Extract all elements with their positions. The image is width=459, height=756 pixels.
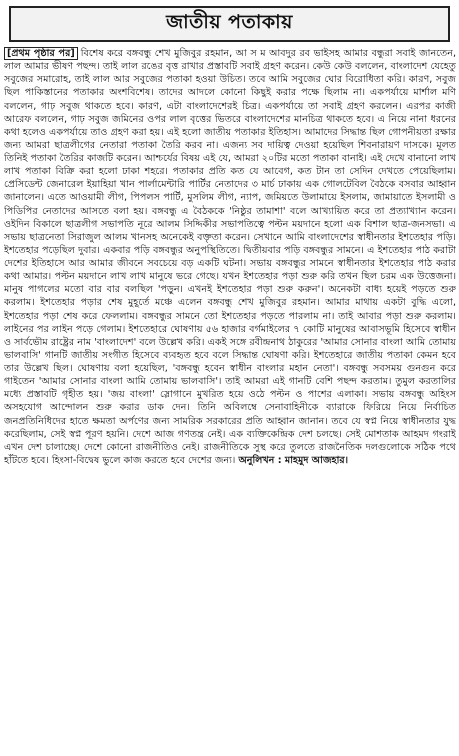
article-text: বিশেষ করে বঙ্গবন্ধু শেখ মুজিবুর রহমান, আ স ম আবদুর রব ভাইসহ আমার বন্ধুরা সবাই জানতেন, লাল আমার ভীষণ পছন্দ। তাই লাল রঙের বৃত্ত রাখার প্রস্তাবটি সবাই গ্রহণ করেন। কেউ কেউ বললেন, বাংলাদেশ যেহেতু সবুজের সমারোহ, তাই লাল আর সবুজের পতাকা হওয়া উচিত। তবে আমি সবুজের ঘোর বিরোধিতা করি। কারণ, সবুজ ছিল পাকিস্তানের পতাকার অংশবিশেষ। তাদের আদলে কোনো কিছুই করার পক্ষে ছিলাম না। একপর্যায়ে মার্শাল মণি বললেন, গাঢ় সবুজ থাকতে হবে। কারণ, এটা বাংলাদেশেরই চিত্র। একপর্যায়ে তা সবাই গ্রহণ করলেন। এরপর কাজী আরেফ বললেন, গাঢ় সবুজ জমিনের ওপর লাল বৃত্তের ভিতরে বাংলাদেশের মানচিত্র থাকতে হবে। এ নিয়ে নানা ধরনের কথা হলেও একপর্যায়ে তাও গ্রহণ করা হয়। এই হলো জাতীয় পতাকার ইতিহাস। আমাদের সিদ্ধান্ত ছিল গোপনীয়তা রক্ষার জন্য আমরা ছাত্রলীগের নেতারা পতাকা তৈরি করব না। এজন্য সব দায়িত্ব দেওয়া হয়েছিল শিবনারায়ণ দাসকে। মূলত তিনিই পতাকা তৈরির কাজটি করেন। আশ্চর্যের বিষয় এই যে, আমরা ২০টির মতো পতাকা বানাই। এই দেখে বানানো লাখ লাখ পতাকা বিক্রি করা হলো ঢাকা শহরে। পতাকার প্রতি কত যে আবেগ, কত টান তা সেদিন দেখতে পেয়েছিলাম। প্রেসিডেন্ট জেনারেল ইয়াহিয়া খান পার্লামেন্টারি পার্টির নেতাদের ৩ মার্চ ঢাকায় এক গোলটেবিল বৈঠকে বসবার আহ্বান জানালেন। এতে আওয়ামী লীগ, পিপলস পার্টি, মুসলিম লীগ, ন্যাপ, জমিয়তে উলামায়ে ইসলাম, জামায়াতে ইসলামী ও পিডিপির নেতাদের আসতে বলা হয়। বঙ্গবন্ধু এ বৈঠককে 'নিষ্ঠুর তামাশা' বলে আখ্যায়িত করে তা প্রত্যাখ্যান করেন। ওইদিন বিকালে ছাত্রলীগ সভাপতি নূরে আলম সিদ্দিকীর সভাপতিত্বে পল্টন ময়দানে হলো এক বিশাল ছাত্র-জনসভা। এ সভায় ছাত্রনেতা সিরাজুল আলম খানসহ অনেকেই বক্তৃতা করেন। সেখানে আমি বাংলাদেশের স্বাধীনতার ইশতেহার পড়ি। ইশতেহার পড়েছিল দুবার। একবার পড়ি বঙ্গবন্ধুর অনুপস্থিতিতে। দ্বিতীয়বার পড়ি বঙ্গবন্ধুর সামনে। এ ইশতেহার পাঠ করাটা দেশের ইতিহাসে আর আমার জীবনে সবচেয়ে বড় একটি ঘটনা। সভায় বঙ্গবন্ধুর সামনে স্বাধীনতার ইশতেহার পাঠ করার কথা আমার। পল্টন ময়দানে লাখ লাখ মানুষে ভরে গেছে। যখন ইশতেহার পড়া শুরু করি তখন ছিল চরম এক উত্তেজনা। মানুষ পাগলের মতো বার বার বলছিল 'পড়ুন। এখনই ইশতেহার পড়া শুরু করুন'। অনেকটা বাধ্য হয়েই পড়তে শুরু করলাম। ইশতেহার পড়ার শেষ মুহূর্তে মঞ্চে এলেন বঙ্গবন্ধু শেখ মুজিবুর রহমান। আমার মাথায় একটা বুদ্ধি এলো, ইশতেহার পড়া শেষ করে ফেললাম। বঙ্গবন্ধুর সামনে তো ইশতেহার পড়তে পারলাম না। তাই আবার পড়া শুরু করলাম। লাইনের পর লাইন পড়ে গেলাম। ইশতেহারে ঘোষণায় ৫৬ হাজার বর্গমাইলের ৭ কোটি মানুষের আবাসভূমি হিসেবে স্বাধীন ও সার্বভৌম রাষ্ট্রের নাম 'বাংলাদেশ' বলে উল্লেখ করি। একই সঙ্গে রবীন্দ্রনাথ ঠাকুরের 'আমার সোনার বাংলা আমি তোমায় ভালবাসি' গানটি জাতীয় সংগীত হিসেবে ব্যবহৃত হবে বলে সিদ্ধান্ত ঘোষণা করি। ইশতেহারে জাতীয় পতাকা কেমন হবে তার উল্লেখ ছিল। ঘোষণায় বলা হয়েছিল, 'বঙ্গবন্ধু হবেন স্বাধীন বাংলার মহান নেতা'। বঙ্গবন্ধু সবসময় গুনগুন করে গাইতেন 'আমার সোনার বাংলা আমি তোমায় ভালবাসি'। তাই আমরা এই গানটি বেশি পছন্দ করতাম। তুমুল করতালির মধ্যে প্রস্তাবটি গৃহীত হয়। 'জয় বাংলা' স্লোগানে মুখরিত হয়ে ওঠে পল্টন ও পাশের এলাকা। সভায় বঙ্গবন্ধু অহিংস অসহযোগ আন্দোলন শুরু করার ডাক দেন। তিনি অবিলম্বে সেনাবাহিনীকে ব্যারাকে ফিরিয়ে নিয়ে নির্বাচিত জনপ্রতিনিধিদের হাতে ক্ষমতা অর্পণের জন্য সামরিক সরকারের প্রতি আহ্বান জানান। তবে যে স্বপ্ন নিয়ে স্বাধীনতার যুদ্ধ করেছিলাম, সেই স্বপ্ন পূরণ হয়নি। দেশে আজ গণতন্ত্র নেই। এক ব্যক্তিকেন্দ্রিক দেশ চলছে। সেই মোশতাক আহমদ গংরাই এখন দেশ চালাচ্ছে। দেশে কোনো রাজনীতিও নেই। রাজনীতিকে সুস্থ করে তুলতে রাজনৈতিক দলগুলোকে সঠিক পথে হাঁটতে হবে। হিংসা-বিদ্বেষ ভুলে কাজ করতে হবে দেশের জন্য।	[4, 48, 456, 466]
headline-box	[9, 6, 450, 42]
continuation-label: [প্রথম পৃষ্ঠার পর]	[4, 47, 78, 60]
translator-credit: অনুলিখন : মাহমুদ আজহার।	[238, 454, 349, 466]
article-paragraph	[4, 47, 456, 467]
article-body	[4, 47, 456, 751]
headline: জাতীয় পতাকায়	[166, 11, 293, 33]
